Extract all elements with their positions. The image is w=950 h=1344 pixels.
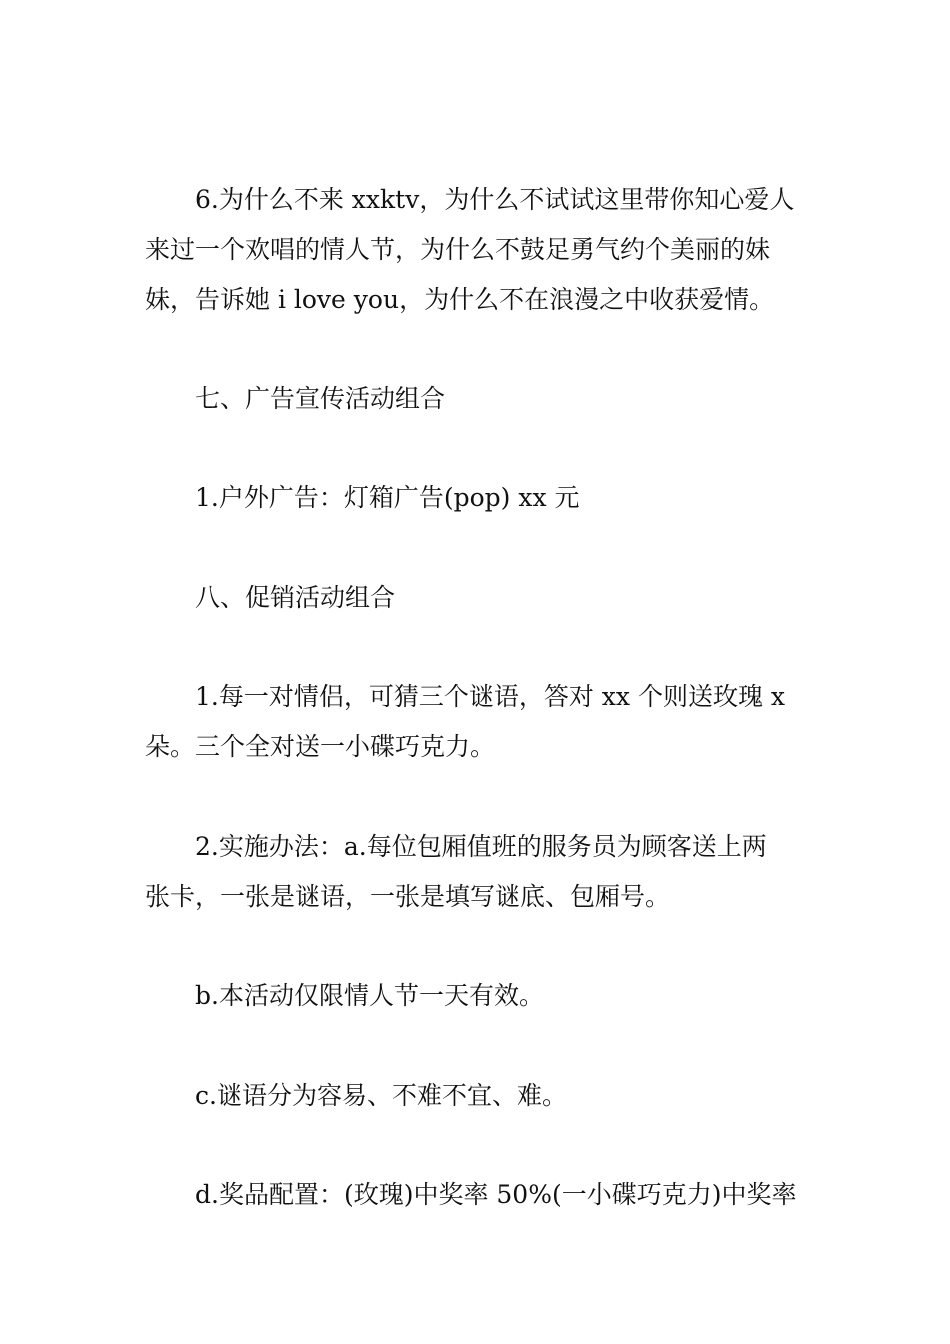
section-heading-promotion — [145, 573, 810, 623]
section-heading-advertising — [145, 374, 810, 424]
text-line: c.谜语分为容易、不难不宜、难。 — [195, 1081, 567, 1110]
paragraph-implementation — [145, 822, 810, 922]
paragraph-ktv-invite — [145, 175, 810, 325]
paragraph-riddle-rule — [145, 672, 810, 772]
text-line: 2.实施办法：a.每位包厢值班的服务员为顾客送上两 — [195, 832, 767, 861]
heading-text: 八、促销活动组合 — [195, 583, 396, 612]
text-line: d.奖品配置：(玫瑰)中奖率 50%(一小碟巧克力)中奖率 — [195, 1180, 797, 1209]
text-line: b.本活动仅限情人节一天有效。 — [195, 981, 544, 1010]
paragraph-riddle-difficulty — [145, 1071, 810, 1121]
text-line: 来过一个欢唱的情人节，为什么不鼓足勇气约个美丽的妹 — [145, 235, 771, 264]
paragraph-valid-day — [145, 971, 810, 1021]
paragraph-outdoor-ads — [145, 473, 810, 523]
heading-text: 七、广告宣传活动组合 — [195, 384, 446, 413]
text-line: 妹，告诉她 i love you，为什么不在浪漫之中收获爱情。 — [145, 285, 775, 314]
text-line: 张卡，一张是谜语，一张是填写谜底、包厢号。 — [145, 882, 671, 911]
text-line: 朵。三个全对送一小碟巧克力。 — [145, 732, 496, 761]
paragraph-prize-config — [145, 1170, 810, 1220]
text-line: 6.为什么不来 xxktv，为什么不试试这里带你知心爱人 — [195, 185, 795, 214]
text-line: 1.户外广告：灯箱广告(pop) xx 元 — [195, 483, 580, 512]
text-line: 1.每一对情侣，可猜三个谜语，答对 xx 个则送玫瑰 x — [195, 682, 785, 711]
